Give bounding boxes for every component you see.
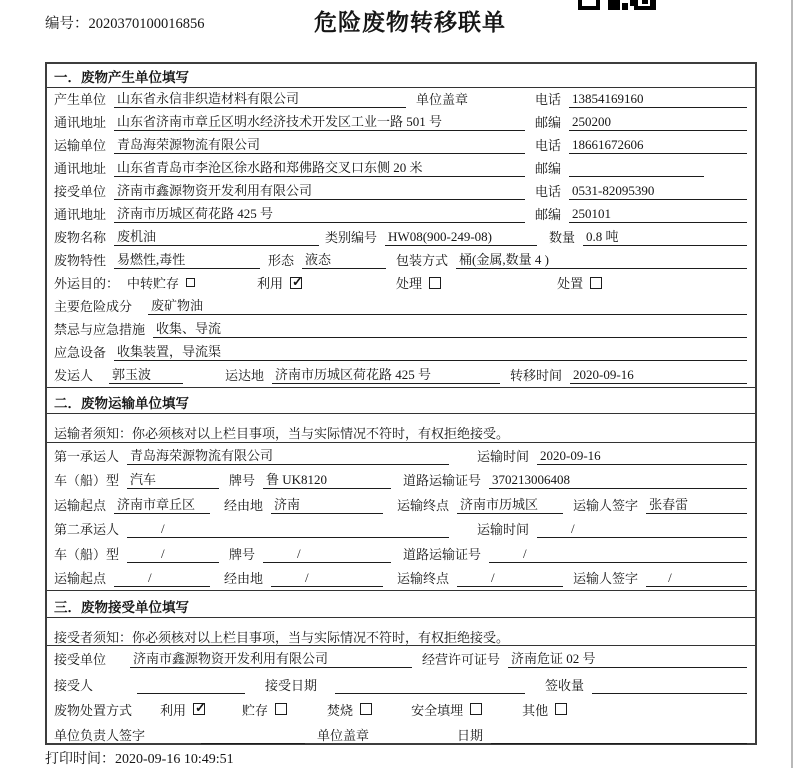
row-emergency-measures xyxy=(47,318,755,341)
carrier-sign-2-value: / xyxy=(646,570,747,587)
carrier-sign-2-label: 运输人签字 xyxy=(573,571,639,586)
route-via-2-label: 经由地 xyxy=(224,571,264,586)
route-via-label: 经由地 xyxy=(224,497,264,513)
producer-zip-value: 250200 xyxy=(569,114,747,131)
checkbox-checked-icon xyxy=(193,703,205,715)
purpose-option-utilize xyxy=(257,273,302,292)
waste-category-label: 类别编号 xyxy=(325,230,378,245)
receive-unit-value: 济南市鑫源物资开发利用有限公司 xyxy=(130,648,412,668)
unit-seal-2-label: 单位盖章 xyxy=(317,728,370,743)
waste-name-label: 废物名称 xyxy=(54,230,107,245)
row-transporter-unit xyxy=(47,134,755,157)
route-end-value: 济南市历城区 xyxy=(457,494,563,514)
unit-seal-label: 单位盖章 xyxy=(416,92,469,107)
destination-label: 运达地 xyxy=(225,368,265,383)
transfer-time-label: 转移时间 xyxy=(510,368,563,383)
waste-quantity-label: 数量 xyxy=(549,230,576,245)
disposal-option-landfill xyxy=(411,700,482,719)
receiver-zip-label: 邮编 xyxy=(535,207,562,222)
receiver-unit-label: 接受单位 xyxy=(54,184,107,199)
row-hazard-component xyxy=(47,295,755,318)
row-receiver-address xyxy=(47,203,755,226)
route-start-2-label: 运输起点 xyxy=(54,571,107,586)
emergency-measures-label: 禁忌与应急措施 xyxy=(54,322,146,337)
waste-packing-label: 包装方式 xyxy=(396,253,449,268)
purpose-option-utilize-label: 利用 xyxy=(257,276,284,291)
row-waste-name xyxy=(47,226,755,249)
waste-properties-value: 易燃性,毒性 xyxy=(114,249,260,269)
form-border xyxy=(45,62,757,745)
row-first-carrier xyxy=(47,443,755,468)
business-permit-label: 经营许可证号 xyxy=(422,652,501,668)
producer-phone-label: 电话 xyxy=(535,92,562,107)
checkbox-icon xyxy=(555,703,567,715)
route-via-2-value: / xyxy=(271,570,383,587)
waste-packing-value: 桶(金属,数量 4 ) xyxy=(456,249,747,269)
producer-zip-label: 邮编 xyxy=(535,115,562,130)
vehicle-type-2-label: 车（船）型 xyxy=(54,546,120,562)
receive-date-value xyxy=(335,678,525,694)
waste-form-value: 液态 xyxy=(302,249,386,269)
purpose-option-dispose-label: 处置 xyxy=(557,276,584,291)
business-permit-value: 济南危证 02 号 xyxy=(508,648,747,668)
sign-date-value xyxy=(491,728,747,744)
plate-label: 牌号 xyxy=(229,473,256,488)
signed-quantity-value xyxy=(592,678,747,694)
row-transporter-address xyxy=(47,157,755,180)
page-title: 危险废物转移联单 xyxy=(314,10,506,35)
producer-unit-value: 山东省永信非织造材料有限公司 xyxy=(114,88,406,108)
hazard-component-label: 主要危险成分 xyxy=(54,299,133,314)
row-route-1 xyxy=(47,492,755,517)
row-outbound-purpose xyxy=(47,272,755,295)
row-route-2 xyxy=(47,566,755,591)
route-end-label: 运输终点 xyxy=(397,497,450,513)
route-start-2-value: / xyxy=(114,570,210,587)
receiver-zip-value: 250101 xyxy=(569,206,747,223)
transport-time-label: 运输时间 xyxy=(477,448,530,464)
row-receiver-person xyxy=(47,671,755,696)
row-disposal-method xyxy=(47,697,755,722)
row-producer-address xyxy=(47,111,755,134)
row-vehicle-1 xyxy=(47,468,755,493)
route-via-value: 济南 xyxy=(271,494,383,514)
shipper-label: 发运人 xyxy=(54,368,94,383)
sign-date-label: 日期 xyxy=(457,728,484,743)
waste-properties-label: 废物特性 xyxy=(54,253,107,268)
unit-signature-value xyxy=(201,728,305,744)
plate-2-label: 牌号 xyxy=(229,546,256,562)
waste-quantity-value: 0.8 吨 xyxy=(583,226,747,246)
transporter-phone-label: 电话 xyxy=(535,138,562,153)
route-end-2-label: 运输终点 xyxy=(397,571,450,586)
print-time xyxy=(45,748,234,768)
receiver-phone-label: 电话 xyxy=(535,184,562,199)
checkbox-icon xyxy=(590,277,602,289)
destination-value: 济南市历城区荷花路 425 号 xyxy=(272,364,500,384)
transporter-phone-value: 18661672606 xyxy=(569,137,747,154)
signed-quantity-label: 签收量 xyxy=(545,677,585,693)
vehicle-type-label: 车（船）型 xyxy=(54,473,120,488)
checkbox-icon xyxy=(429,277,441,289)
hazard-component-value: 废矿物油 xyxy=(148,295,747,315)
vehicle-type-2-value: / xyxy=(127,546,219,563)
producer-phone-value: 13854169160 xyxy=(569,91,747,108)
purpose-option-transfer-storage xyxy=(127,273,195,292)
checkbox-icon xyxy=(470,703,482,715)
row-second-carrier xyxy=(47,517,755,542)
transporter-notice: 运输者须知：你必须核对以上栏目事项，当与实际情况不符时，有权拒绝接受。 xyxy=(47,414,755,443)
row-unit-signature xyxy=(47,722,755,747)
row-producer-unit xyxy=(47,88,755,111)
disposal-option-other-label: 其他 xyxy=(522,702,549,718)
disposal-option-storage xyxy=(242,700,287,719)
emergency-measures-value: 收集、导流 xyxy=(153,318,747,338)
transporter-unit-value: 青岛海荣源物流有限公司 xyxy=(114,134,525,154)
document-number-value: 2020370100016856 xyxy=(88,16,205,32)
receiver-person-label: 接受人 xyxy=(54,677,94,693)
purpose-option-treat-label: 处理 xyxy=(396,276,423,291)
disposal-option-utilize xyxy=(160,700,205,719)
transport-time-2-label: 运输时间 xyxy=(477,522,530,537)
transporter-unit-label: 运输单位 xyxy=(54,138,107,153)
unit-signature-label: 单位负责人签字 xyxy=(54,728,146,743)
disposal-option-incinerate-label: 焚烧 xyxy=(327,702,354,718)
road-permit-2-value: / xyxy=(489,546,747,563)
purpose-option-transfer-storage-label: 中转贮存 xyxy=(127,276,180,291)
document-number-label: 编号： xyxy=(45,16,89,32)
receiver-notice: 接受者须知：你必须核对以上栏目事项，当与实际情况不符时，有权拒绝接受。 xyxy=(47,618,755,646)
route-end-2-value: / xyxy=(457,570,563,587)
receiver-unit-value: 济南市鑫源物资开发利用有限公司 xyxy=(114,180,525,200)
emergency-equipment-label: 应急设备 xyxy=(54,345,107,360)
page-edge-line xyxy=(791,0,793,768)
checkbox-icon xyxy=(275,703,287,715)
second-carrier-label: 第二承运人 xyxy=(54,522,120,537)
waste-category-value: HW08(900-249-08) xyxy=(385,229,537,246)
purpose-option-dispose xyxy=(557,273,602,292)
row-receive-unit xyxy=(47,646,755,671)
receive-unit-label: 接受单位 xyxy=(54,652,107,668)
section1-heading: 一．废物产生单位填写 xyxy=(47,64,755,88)
print-time-label: 打印时间： xyxy=(45,752,115,767)
checkbox-icon xyxy=(360,703,372,715)
waste-name-value: 废机油 xyxy=(114,226,319,246)
disposal-option-utilize-label: 利用 xyxy=(160,702,187,718)
vehicle-type-value: 汽车 xyxy=(127,469,219,489)
transport-time-value: 2020-09-16 xyxy=(537,448,747,465)
section3-heading: 三．废物接受单位填写 xyxy=(47,590,755,618)
disposal-option-other xyxy=(522,700,567,719)
transporter-address-label: 通讯地址 xyxy=(54,161,107,176)
disposal-option-incinerate xyxy=(327,700,372,719)
road-permit-value: 370213006408 xyxy=(489,472,747,489)
second-carrier-value: / xyxy=(127,521,449,538)
road-permit-label: 道路运输证号 xyxy=(403,473,482,488)
disposal-option-storage-label: 贮存 xyxy=(242,702,269,718)
carrier-sign-label: 运输人签字 xyxy=(573,497,639,513)
plate-2-value: / xyxy=(263,546,391,563)
route-start-label: 运输起点 xyxy=(54,497,107,513)
checkbox-icon xyxy=(186,278,195,287)
row-emergency-equipment xyxy=(47,341,755,364)
waste-form-label: 形态 xyxy=(268,253,295,268)
transporter-address-value: 山东省青岛市李沧区徐水路和郑佛路交叉口东侧 20 米 xyxy=(114,157,525,177)
road-permit-2-label: 道路运输证号 xyxy=(403,546,482,562)
row-vehicle-2 xyxy=(47,541,755,566)
qr-code-fragment-icon xyxy=(578,0,656,10)
section-producer xyxy=(47,64,755,387)
receiver-phone-value: 0531-82095390 xyxy=(569,183,747,200)
first-carrier-value: 青岛海荣源物流有限公司 xyxy=(127,445,449,465)
transfer-time-value: 2020-09-16 xyxy=(570,367,747,384)
shipper-value: 郭玉波 xyxy=(109,364,183,384)
plate-value: 鲁 UK8120 xyxy=(263,469,391,489)
carrier-sign-value: 张春雷 xyxy=(646,494,747,514)
section2-heading: 二．废物运输单位填写 xyxy=(47,387,755,414)
producer-unit-label: 产生单位 xyxy=(54,92,107,107)
emergency-equipment-value: 收集装置，导流渠 xyxy=(114,341,747,361)
transport-time-2-value: / xyxy=(537,521,747,538)
producer-address-label: 通讯地址 xyxy=(54,115,107,130)
receiver-address-label: 通讯地址 xyxy=(54,207,107,222)
disposal-option-landfill-label: 安全填埋 xyxy=(411,702,464,718)
receive-date-label: 接受日期 xyxy=(265,677,318,693)
producer-address-value: 山东省济南市章丘区明水经济技术开发区工业一路 501 号 xyxy=(114,111,525,131)
row-waste-properties xyxy=(47,249,755,272)
first-carrier-label: 第一承运人 xyxy=(54,448,120,464)
transporter-zip-label: 邮编 xyxy=(535,161,562,176)
route-start-value: 济南市章丘区 xyxy=(114,494,210,514)
row-shipping xyxy=(47,364,755,387)
row-receiver-unit xyxy=(47,180,755,203)
receiver-address-value: 济南市历城区荷花路 425 号 xyxy=(114,203,525,223)
transporter-zip-value xyxy=(569,161,704,177)
section-transporter xyxy=(47,387,755,590)
checkbox-checked-icon xyxy=(290,277,302,289)
disposal-method-label: 废物处置方式 xyxy=(54,702,133,718)
print-time-value: 2020-09-16 10:49:51 xyxy=(115,752,234,767)
purpose-option-treat xyxy=(396,273,441,292)
receiver-person-value xyxy=(137,678,245,694)
section-receiver xyxy=(47,590,755,747)
outbound-purpose-label: 外运目的： xyxy=(54,276,120,291)
